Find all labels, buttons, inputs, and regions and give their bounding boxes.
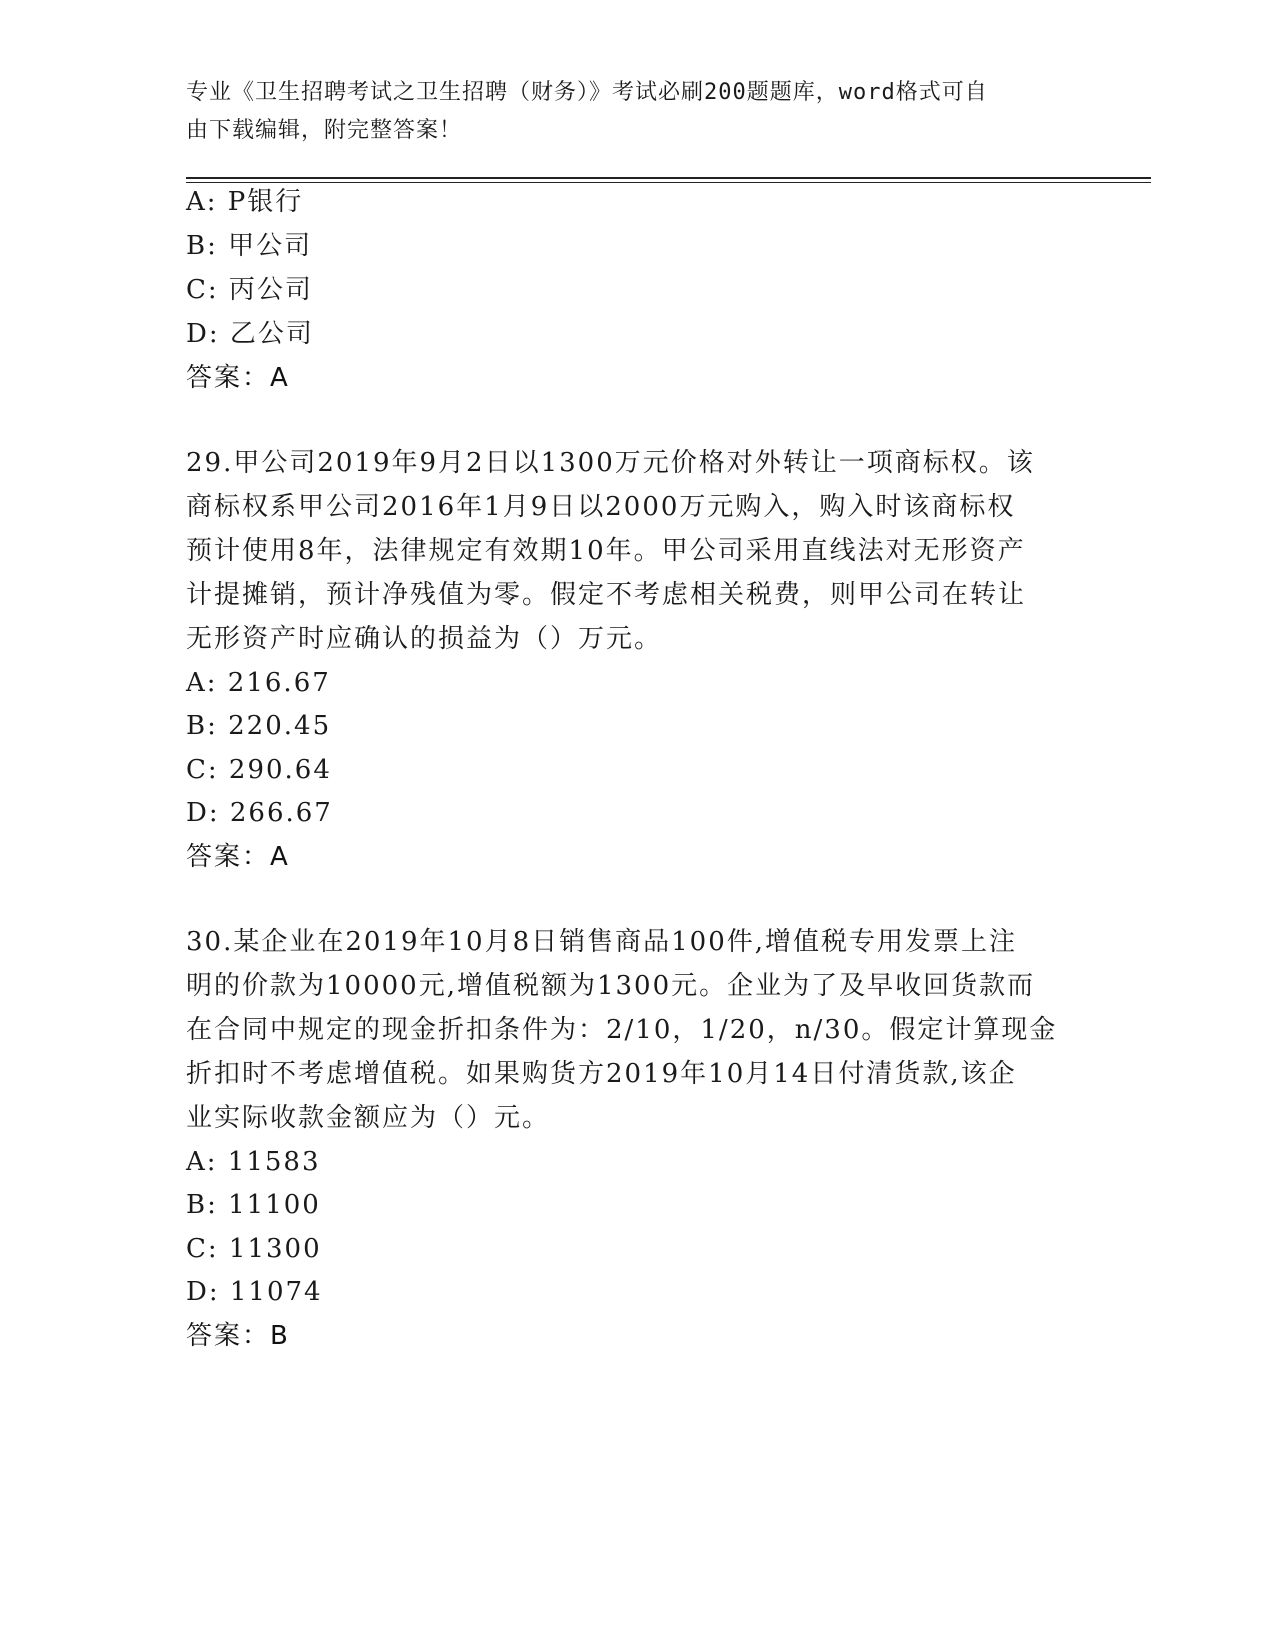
q29-option-c: C: 290.64 bbox=[186, 755, 332, 785]
q30-option-a: A: 11583 bbox=[186, 1147, 321, 1177]
q30-option-b: B: 11100 bbox=[186, 1190, 321, 1220]
q29-text-line: 无形资产时应确认的损益为（）万元。 bbox=[186, 624, 663, 654]
header-divider-thin bbox=[186, 182, 1151, 183]
q30-option-c: C: 11300 bbox=[186, 1234, 322, 1264]
q29-text-line: 商标权系甲公司2016年1月9日以2000万元购入，购入时该商标权 bbox=[186, 492, 1016, 522]
q30-answer: 答案：B bbox=[186, 1321, 290, 1351]
q30-text-line: 在合同中规定的现金折扣条件为：2/10，1/20，n/30。假定计算现金 bbox=[186, 1015, 1058, 1045]
document-header bbox=[186, 74, 1066, 150]
q29-text-line: 计提摊销，预计净残值为零。假定不考虑相关税费，则甲公司在转让 bbox=[186, 580, 1027, 610]
q30-text-line: 业实际收款金额应为（）元。 bbox=[186, 1103, 551, 1133]
q29-option-b: B: 220.45 bbox=[186, 711, 332, 741]
q28-option-a: A: P银行 bbox=[186, 187, 304, 217]
q28-option-d: D: 乙公司 bbox=[186, 319, 314, 349]
q29-text-line: 29.甲公司2019年9月2日以1300万元价格对外转让一项商标权。该 bbox=[186, 448, 1035, 478]
q30-text-line: 明的价款为10000元,增值税额为1300元。企业为了及早收回货款而 bbox=[186, 971, 1036, 1001]
q29-option-a: A: 216.67 bbox=[186, 668, 331, 698]
q30-text-line: 30.某企业在2019年10月8日销售商品100件,增值税专用发票上注 bbox=[186, 927, 1018, 957]
q29-answer: 答案：A bbox=[186, 842, 290, 872]
q29-text-line: 预计使用8年，法律规定有效期10年。甲公司采用直线法对无形资产 bbox=[186, 536, 1026, 566]
header-divider-thick bbox=[186, 177, 1151, 179]
q29-option-d: D: 266.67 bbox=[186, 798, 333, 828]
header-line-2: 由下载编辑，附完整答案！ bbox=[186, 118, 463, 143]
q30-option-d: D: 11074 bbox=[186, 1277, 323, 1307]
q28-option-c: C: 丙公司 bbox=[186, 275, 313, 305]
q30-text-line: 折扣时不考虑增值税。如果购货方2019年10月14日付清货款,该企 bbox=[186, 1059, 1017, 1089]
q28-option-b: B: 甲公司 bbox=[186, 231, 313, 261]
q28-answer: 答案：A bbox=[186, 363, 290, 393]
header-line-1: 专业《卫生招聘考试之卫生招聘（财务）》考试必刷200题题库，word格式可自 bbox=[186, 80, 988, 105]
